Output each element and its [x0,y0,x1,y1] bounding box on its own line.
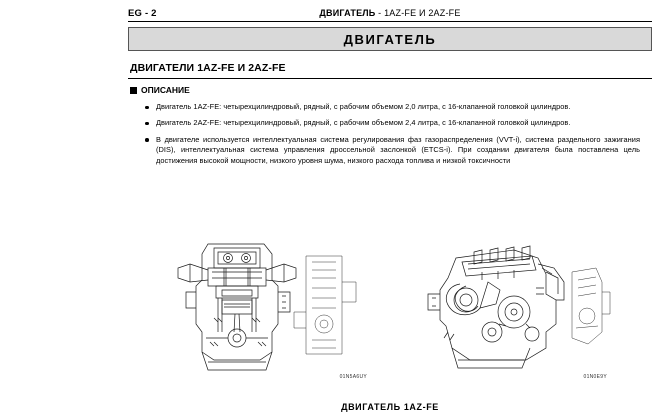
page-code: EG - 2 [128,8,157,19]
chapter-title: ДВИГАТЕЛЬ [343,31,437,47]
chapter-title-band [128,27,652,51]
figure-caption: 01N5A6UY [339,374,367,380]
header-title [128,8,652,18]
section-divider [128,78,652,79]
engine-side-view-drawing [396,228,621,378]
header-title-bold: ДВИГАТЕЛЬ [319,8,376,18]
list-item: В двигателе используется интеллектуальная система регулирования фаз газораспределения (VVT-i), система раздельного зажигания (DIS), интеллектуальная система управления дроссельной заслонкой (ETCS-i). При создании двигателя была поставлена цель достижения высокой мощности, низкого уровня шума, низкого расхода топлива и низкой токсичности [143,135,640,166]
figure-group [128,228,652,388]
list-item: Двигатель 2AZ-FE: четырехцилиндровый, рядный, с рабочим объемом 2,4 литра, с 16-клапанной головкой цилиндров. [143,118,640,128]
engine-cross-section-figure [156,228,381,378]
square-bullet-icon [130,87,137,94]
subsection-heading-label: ОПИСАНИЕ [141,85,190,95]
description-list [143,102,640,172]
section-heading: ДВИГАТЕЛИ 1AZ-FE И 2AZ-FE [130,62,286,74]
figure-caption: 01N0E9Y [583,374,607,380]
header-title-rest: - 1AZ-FE И 2AZ-FE [375,8,461,18]
engine-side-view-figure [396,228,621,378]
list-item: Двигатель 1AZ-FE: четырехцилиндровый, рядный, с рабочим объемом 2,0 литра, с 16-клапанной головкой цилиндров. [143,102,640,112]
header-divider [128,21,652,22]
figure-group-caption: ДВИГАТЕЛЬ 1AZ-FE [341,402,439,412]
engine-cross-section-drawing [156,228,381,378]
subsection-heading [130,85,190,95]
